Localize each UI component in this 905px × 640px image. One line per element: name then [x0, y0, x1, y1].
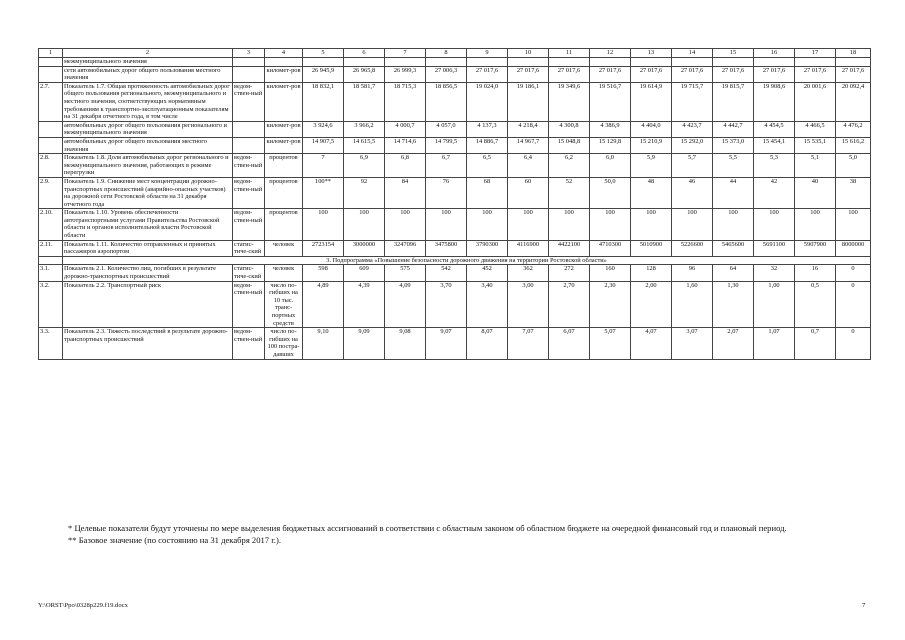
value-cell: 5907900 — [795, 240, 836, 256]
value-cell: 27 017,6 — [549, 66, 590, 82]
value-cell: 128 — [631, 265, 672, 281]
value-cell: 92 — [344, 177, 385, 208]
value-cell: 5,5 — [713, 154, 754, 178]
value-cell: 27 017,6 — [672, 66, 713, 82]
value-cell: 100 — [344, 209, 385, 240]
value-cell: 15 210,9 — [631, 137, 672, 153]
indicator-type: статис-тиче-ский — [233, 265, 265, 281]
value-cell: 8000000 — [836, 240, 871, 256]
value-cell: 9,09 — [344, 328, 385, 359]
value-cell: 4 476,2 — [836, 121, 871, 137]
value-cell — [426, 58, 467, 67]
value-cell: 0 — [836, 328, 871, 359]
indicators-table — [38, 48, 871, 360]
indicator-name: Показатель 1.11. Количество отправленных и принятых пассажиров аэропортом — [63, 240, 233, 256]
indicator-type: ведом-ствен-ный — [233, 82, 265, 121]
value-cell: 15 454,1 — [754, 137, 795, 153]
value-cell: 9,08 — [385, 328, 426, 359]
value-cell — [467, 58, 508, 67]
value-cell: 1,30 — [713, 281, 754, 328]
footnote-base-value: ** Базовое значение (по состоянию на 31 декабря 2017 г.). — [68, 535, 281, 546]
value-cell — [590, 58, 631, 67]
row-number — [39, 137, 63, 153]
value-cell: 27 006,3 — [426, 66, 467, 82]
indicator-name: Показатель 1.7. Общая протяженность автомобильных дорог общего пользования регионального, межмуниципального и местного значения, соответствующих нормативным требованиям к транспортно-эксплуатационным показателям на 31 декабря отчетного года, в том числе — [63, 82, 233, 121]
value-cell: 4 218,4 — [508, 121, 549, 137]
value-cell: 27 017,6 — [836, 66, 871, 82]
column-header: 14 — [672, 49, 713, 58]
value-cell: 2,70 — [549, 281, 590, 328]
value-cell: 9,07 — [426, 328, 467, 359]
value-cell: 27 017,6 — [467, 66, 508, 82]
table-row — [39, 58, 871, 67]
value-cell — [508, 58, 549, 67]
value-cell: 3475800 — [426, 240, 467, 256]
row-number — [39, 121, 63, 137]
value-cell: 15 535,1 — [795, 137, 836, 153]
value-cell: 19 815,7 — [713, 82, 754, 121]
value-cell: 100 — [672, 209, 713, 240]
value-cell: 19 908,6 — [754, 82, 795, 121]
value-cell: 44 — [713, 177, 754, 208]
value-cell: 64 — [713, 265, 754, 281]
value-cell: 15 616,2 — [836, 137, 871, 153]
value-cell: 4710300 — [590, 240, 631, 256]
value-cell: 100 — [303, 209, 344, 240]
value-cell — [303, 58, 344, 67]
value-cell: 4 404,0 — [631, 121, 672, 137]
row-number: 2.9. — [39, 177, 63, 208]
value-cell: 2723154 — [303, 240, 344, 256]
value-cell: 598 — [303, 265, 344, 281]
value-cell: 4 300,8 — [549, 121, 590, 137]
value-cell — [672, 58, 713, 67]
value-cell: 20 001,6 — [795, 82, 836, 121]
unit — [265, 58, 303, 67]
value-cell: 0 — [836, 281, 871, 328]
value-cell: 20 092,4 — [836, 82, 871, 121]
value-cell: 4422100 — [549, 240, 590, 256]
value-cell: 76 — [426, 177, 467, 208]
value-cell: 14 967,7 — [508, 137, 549, 153]
unit: километ-ров — [265, 121, 303, 137]
value-cell: 50,0 — [590, 177, 631, 208]
value-cell: 3,70 — [426, 281, 467, 328]
value-cell: 6,07 — [549, 328, 590, 359]
value-cell: 18 581,7 — [344, 82, 385, 121]
column-header: 11 — [549, 49, 590, 58]
value-cell: 5,1 — [795, 154, 836, 178]
row-number: 2.8. — [39, 154, 63, 178]
value-cell — [713, 58, 754, 67]
indicator-type: ведом-ствен-ный — [233, 281, 265, 328]
value-cell: 1,00 — [754, 281, 795, 328]
value-cell: 2,07 — [713, 328, 754, 359]
value-cell: 5,3 — [754, 154, 795, 178]
value-cell: 100 — [590, 209, 631, 240]
value-cell: 3790300 — [467, 240, 508, 256]
value-cell: 14 907,5 — [303, 137, 344, 153]
table-row — [39, 154, 871, 178]
value-cell: 100 — [549, 209, 590, 240]
value-cell: 6,7 — [426, 154, 467, 178]
value-cell: 4,89 — [303, 281, 344, 328]
value-cell: 100 — [467, 209, 508, 240]
indicator-name: межмуниципального значения — [63, 58, 233, 67]
section-heading: 3. Подпрограмма «Повышение безопасности дорожного движения на территории Ростовской области» — [63, 256, 871, 265]
column-header: 10 — [508, 49, 549, 58]
value-cell — [836, 58, 871, 67]
row-number: 3.1. — [39, 265, 63, 281]
value-cell: 19 715,7 — [672, 82, 713, 121]
value-cell: 14 886,7 — [467, 137, 508, 153]
column-header: 2 — [63, 49, 233, 58]
indicator-name: Показатель 2.2. Транспортный риск — [63, 281, 233, 328]
value-cell: 15 373,0 — [713, 137, 754, 153]
footnotes — [38, 522, 871, 547]
value-cell: 27 017,6 — [631, 66, 672, 82]
value-cell: 4 386,9 — [590, 121, 631, 137]
value-cell: 3,00 — [508, 281, 549, 328]
column-header: 9 — [467, 49, 508, 58]
value-cell: 2,30 — [590, 281, 631, 328]
row-number: 3.3. — [39, 328, 63, 359]
indicator-type: ведом-ствен-ный — [233, 177, 265, 208]
column-header: 12 — [590, 49, 631, 58]
indicator-type: статис-тиче-ский — [233, 240, 265, 256]
value-cell: 60 — [508, 177, 549, 208]
value-cell: 16 — [795, 265, 836, 281]
table-row — [39, 177, 871, 208]
value-cell: 26 965,8 — [344, 66, 385, 82]
value-cell: 4,09 — [385, 281, 426, 328]
value-cell: 40 — [795, 177, 836, 208]
value-cell: 19 614,9 — [631, 82, 672, 121]
value-cell: 6,2 — [549, 154, 590, 178]
column-header: 3 — [233, 49, 265, 58]
table-row — [39, 328, 871, 359]
value-cell — [754, 58, 795, 67]
column-header: 16 — [754, 49, 795, 58]
value-cell: 5,9 — [631, 154, 672, 178]
value-cell: 7,07 — [508, 328, 549, 359]
value-cell: 7 — [303, 154, 344, 178]
value-cell: 0,5 — [795, 281, 836, 328]
value-cell: 96 — [672, 265, 713, 281]
indicator-type — [233, 58, 265, 67]
value-cell: 160 — [590, 265, 631, 281]
indicator-type: ведом-ствен-ный — [233, 209, 265, 240]
value-cell — [631, 58, 672, 67]
value-cell: 18 715,3 — [385, 82, 426, 121]
indicator-type: ведом-ствен-ный — [233, 154, 265, 178]
value-cell: 4 454,5 — [754, 121, 795, 137]
value-cell — [385, 58, 426, 67]
table-row — [39, 82, 871, 121]
value-cell: 18 832,1 — [303, 82, 344, 121]
row-number: 3.2. — [39, 281, 63, 328]
value-cell: 38 — [836, 177, 871, 208]
value-cell: 52 — [549, 177, 590, 208]
value-cell: 18 856,5 — [426, 82, 467, 121]
column-header: 5 — [303, 49, 344, 58]
value-cell: 15 129,8 — [590, 137, 631, 153]
value-cell: 452 — [467, 265, 508, 281]
value-cell: 14 615,5 — [344, 137, 385, 153]
indicator-type — [233, 137, 265, 153]
value-cell: 100 — [508, 209, 549, 240]
value-cell: 6,8 — [385, 154, 426, 178]
value-cell: 272 — [549, 265, 590, 281]
value-cell: 68 — [467, 177, 508, 208]
value-cell: 100 — [795, 209, 836, 240]
indicator-name: Показатель 1.9. Снижение мест концентрации дорожно-транспортных происшествий (аварийно-опасных участков) на дорожной сети Ростовской области на 31 декабря отчетного года — [63, 177, 233, 208]
value-cell: 3,07 — [672, 328, 713, 359]
row-number — [39, 58, 63, 67]
row-number — [39, 66, 63, 82]
unit: километ-ров — [265, 66, 303, 82]
value-cell: 26 945,9 — [303, 66, 344, 82]
value-cell: 3,40 — [467, 281, 508, 328]
value-cell: 84 — [385, 177, 426, 208]
value-cell: 362 — [508, 265, 549, 281]
value-cell: 19 349,6 — [549, 82, 590, 121]
value-cell: 6,4 — [508, 154, 549, 178]
value-cell: 5,7 — [672, 154, 713, 178]
value-cell: 3247096 — [385, 240, 426, 256]
value-cell: 46 — [672, 177, 713, 208]
value-cell: 0 — [836, 265, 871, 281]
unit: человек — [265, 265, 303, 281]
value-cell: 609 — [344, 265, 385, 281]
table-row — [39, 137, 871, 153]
indicator-name: Показатель 1.10. Уровень обеспеченности автотранспортными услугами Правительства Ростовской области и органов исполнительной власти Ростовской области — [63, 209, 233, 240]
header-row — [39, 49, 871, 58]
indicator-name: автомобильных дорог общего пользования регионального и межмуниципального значения — [63, 121, 233, 137]
value-cell: 100 — [836, 209, 871, 240]
unit: число по-гибших на 100 постра-давших — [265, 328, 303, 359]
indicator-table-page — [38, 48, 871, 360]
column-header: 6 — [344, 49, 385, 58]
value-cell: 19 024,0 — [467, 82, 508, 121]
value-cell: 5691100 — [754, 240, 795, 256]
value-cell: 100 — [713, 209, 754, 240]
value-cell: 8,07 — [467, 328, 508, 359]
indicator-type — [233, 121, 265, 137]
column-header: 8 — [426, 49, 467, 58]
column-header: 1 — [39, 49, 63, 58]
value-cell: 4,07 — [631, 328, 672, 359]
column-header: 4 — [265, 49, 303, 58]
value-cell: 3000000 — [344, 240, 385, 256]
row-number: 2.7. — [39, 82, 63, 121]
indicator-type: ведом-ствен-ный — [233, 328, 265, 359]
value-cell: 4 000,7 — [385, 121, 426, 137]
page-number: 7 — [862, 602, 866, 609]
value-cell: 100 — [426, 209, 467, 240]
value-cell: 27 017,6 — [795, 66, 836, 82]
value-cell: 1,07 — [754, 328, 795, 359]
value-cell: 19 516,7 — [590, 82, 631, 121]
table-row — [39, 209, 871, 240]
value-cell: 4 057,0 — [426, 121, 467, 137]
value-cell: 27 017,6 — [754, 66, 795, 82]
value-cell: 3 966,2 — [344, 121, 385, 137]
value-cell: 6,5 — [467, 154, 508, 178]
table-row — [39, 265, 871, 281]
value-cell: 26 999,3 — [385, 66, 426, 82]
column-header: 17 — [795, 49, 836, 58]
value-cell: 2,00 — [631, 281, 672, 328]
value-cell: 5010900 — [631, 240, 672, 256]
value-cell: 542 — [426, 265, 467, 281]
value-cell: 14 714,6 — [385, 137, 426, 153]
indicator-name: Показатель 2.1. Количество лиц, погибших в результате дорожно-транспортных происшествий — [63, 265, 233, 281]
value-cell — [795, 58, 836, 67]
value-cell: 5465600 — [713, 240, 754, 256]
unit: число по-гибших на 10 тыс. транс-портных средств — [265, 281, 303, 328]
value-cell: 1,60 — [672, 281, 713, 328]
table-cell — [39, 256, 63, 265]
value-cell: 4116900 — [508, 240, 549, 256]
value-cell: 3 924,6 — [303, 121, 344, 137]
column-header: 7 — [385, 49, 426, 58]
value-cell: 15 048,8 — [549, 137, 590, 153]
unit: километ-ров — [265, 137, 303, 153]
column-header: 13 — [631, 49, 672, 58]
unit: километ-ров — [265, 82, 303, 121]
indicator-name: автомобильных дорог общего пользования местного значения — [63, 137, 233, 153]
value-cell: 27 017,6 — [713, 66, 754, 82]
footnote-target-values: * Целевые показатели будут уточнены по мере выделения бюджетных ассигнований в соответствии с областным законом об областном бюджете на очередной финансовый год и плановый период. — [68, 523, 787, 533]
row-number: 2.10. — [39, 209, 63, 240]
table-row — [39, 66, 871, 82]
indicator-type — [233, 66, 265, 82]
value-cell: 100 — [631, 209, 672, 240]
indicator-name: Показатель 1.8. Доля автомобильных дорог регионального и межмуниципального значения, работающих в режиме перегрузки — [63, 154, 233, 178]
indicator-name: Показатель 2.3. Тяжесть последствий в результате дорожно-транспортных происшествий — [63, 328, 233, 359]
value-cell: 14 799,5 — [426, 137, 467, 153]
file-path: Y:\ORST\Ppo\0328p229.f19.docx — [38, 602, 128, 609]
value-cell: 4,39 — [344, 281, 385, 328]
value-cell: 6,9 — [344, 154, 385, 178]
column-header: 15 — [713, 49, 754, 58]
value-cell: 5,0 — [836, 154, 871, 178]
value-cell: 15 292,0 — [672, 137, 713, 153]
unit: человек — [265, 240, 303, 256]
column-header: 18 — [836, 49, 871, 58]
value-cell: 48 — [631, 177, 672, 208]
unit: процентов — [265, 209, 303, 240]
row-number: 2.11. — [39, 240, 63, 256]
value-cell: 32 — [754, 265, 795, 281]
value-cell: 27 017,6 — [508, 66, 549, 82]
value-cell: 4 137,3 — [467, 121, 508, 137]
unit: процентов — [265, 177, 303, 208]
value-cell: 5,07 — [590, 328, 631, 359]
value-cell — [549, 58, 590, 67]
value-cell: 9,10 — [303, 328, 344, 359]
value-cell: 42 — [754, 177, 795, 208]
value-cell: 27 017,6 — [590, 66, 631, 82]
value-cell: 4 466,5 — [795, 121, 836, 137]
table-row — [39, 281, 871, 328]
value-cell: 4 442,7 — [713, 121, 754, 137]
value-cell: 6,0 — [590, 154, 631, 178]
indicator-name: сети автомобильных дорог общего пользования местного значения — [63, 66, 233, 82]
table-row — [39, 121, 871, 137]
value-cell: 19 186,1 — [508, 82, 549, 121]
value-cell: 100** — [303, 177, 344, 208]
unit: процентов — [265, 154, 303, 178]
value-cell: 100 — [385, 209, 426, 240]
value-cell — [344, 58, 385, 67]
value-cell: 4 423,7 — [672, 121, 713, 137]
table-row — [39, 240, 871, 256]
table-row — [39, 256, 871, 265]
value-cell: 0,7 — [795, 328, 836, 359]
value-cell: 100 — [754, 209, 795, 240]
value-cell: 5226600 — [672, 240, 713, 256]
value-cell: 575 — [385, 265, 426, 281]
